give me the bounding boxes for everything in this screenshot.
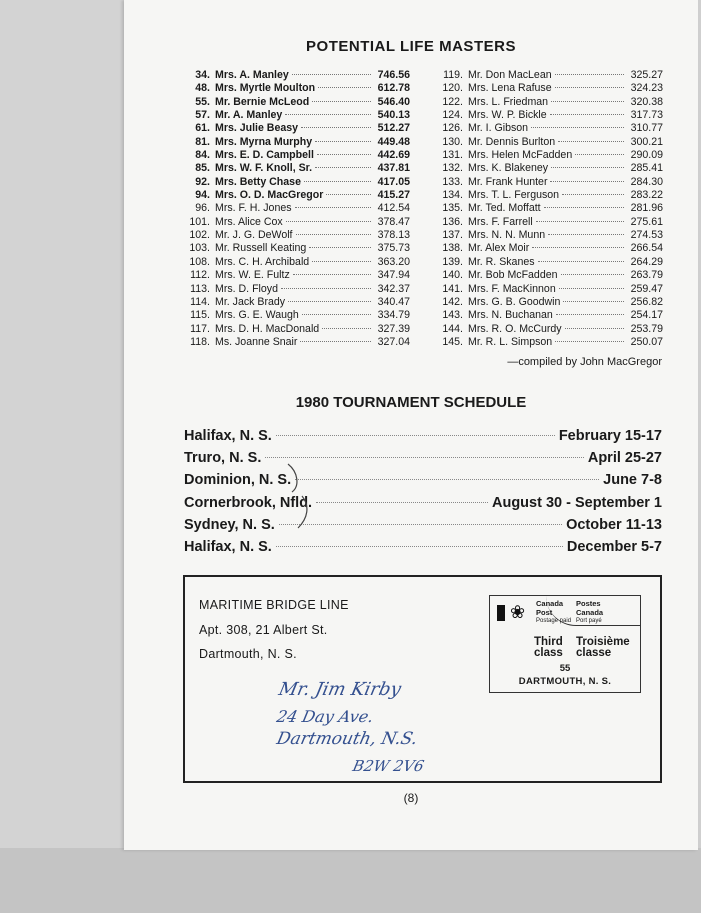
master-points: 546.40 — [377, 95, 410, 108]
dot-leader — [555, 341, 624, 342]
master-row — [441, 256, 663, 269]
player-name: Mr. Russell Keating — [215, 242, 307, 255]
rank-number: 103. — [189, 242, 210, 255]
schedule-row — [184, 539, 662, 561]
dot-leader — [555, 87, 624, 88]
return-address-line2: Apt. 308, 21 Albert St. — [199, 623, 328, 637]
dot-leader — [550, 114, 624, 115]
master-points: 285.41 — [630, 162, 663, 175]
master-points: 612.78 — [377, 82, 410, 95]
rank-number: 117. — [190, 322, 210, 335]
rank-number: 118. — [190, 335, 210, 348]
rank-number: 144. — [442, 322, 463, 335]
master-points: 540.13 — [377, 109, 410, 122]
master-row — [441, 189, 663, 202]
master-row — [441, 96, 663, 109]
master-row — [188, 202, 410, 215]
tournament-place: Cornerbrook, Nfld. — [184, 494, 313, 511]
master-row — [188, 229, 410, 242]
master-row — [441, 109, 663, 122]
master-row — [188, 189, 410, 202]
master-points: 442.69 — [377, 149, 410, 162]
master-row — [188, 242, 410, 255]
master-row — [188, 296, 410, 309]
master-row — [188, 82, 410, 95]
schedule-row — [184, 495, 662, 517]
master-row — [441, 296, 663, 309]
master-row — [441, 122, 663, 135]
master-points: 327.04 — [377, 335, 410, 348]
rank-number: 130. — [442, 135, 463, 148]
player-name: Mr. Jack Brady — [215, 295, 286, 308]
return-address-line1: MARITIME BRIDGE LINE — [199, 598, 349, 612]
dot-leader — [288, 301, 371, 302]
player-name: Mrs. L. Friedman — [468, 95, 549, 108]
master-points: 317.73 — [630, 109, 663, 122]
rank-number: 124. — [442, 109, 463, 122]
player-name: Mr. R. L. Simpson — [468, 335, 553, 348]
dot-leader — [326, 194, 371, 195]
schedule-row — [184, 517, 662, 539]
rank-number: 131. — [442, 149, 463, 162]
dot-leader — [565, 328, 624, 329]
player-name: Mrs. R. O. McCurdy — [468, 322, 562, 335]
master-points: 253.79 — [630, 322, 663, 335]
dot-leader — [293, 274, 371, 275]
rank-number: 108. — [189, 255, 210, 268]
canada-post-fr: Postes Canada — [576, 599, 604, 617]
tournament-place: Sydney, N. S. — [184, 516, 275, 533]
dot-leader — [563, 301, 624, 302]
dot-leader — [555, 74, 624, 75]
dot-leader — [312, 101, 371, 102]
tournament-date: April 25-27 — [587, 450, 662, 467]
master-row — [188, 162, 410, 175]
rank-number: 136. — [442, 215, 463, 228]
mailing-label — [183, 575, 662, 783]
master-points: 327.39 — [377, 322, 410, 335]
permit-city: DARTMOUTH, N. S. — [518, 676, 612, 687]
tournament-place: Halifax, N. S. — [184, 428, 272, 444]
dot-leader — [312, 261, 371, 262]
master-row — [188, 309, 410, 322]
master-row — [188, 96, 410, 109]
master-points: 342.37 — [377, 282, 410, 295]
master-points: 250.07 — [630, 335, 663, 348]
player-name: Mrs. D. H. MacDonald — [215, 322, 320, 335]
player-name: Mrs. Myrtle Moulton — [215, 82, 316, 95]
rank-number: 120. — [442, 82, 463, 95]
master-row — [188, 269, 410, 282]
dot-leader — [531, 127, 624, 128]
player-name: Mrs. K. Blakeney — [468, 162, 549, 175]
master-points: 375.73 — [377, 242, 410, 255]
dot-leader — [544, 207, 624, 208]
player-name: Mr. Alex Moir — [468, 242, 530, 255]
master-row — [188, 283, 410, 296]
rank-number: 55. — [195, 95, 210, 108]
rank-number: 94. — [195, 189, 210, 202]
player-name: Mr. Bob McFadden — [468, 269, 558, 282]
player-name: Mrs. O. D. MacGregor — [215, 189, 324, 202]
master-points: 412.54 — [377, 202, 410, 215]
dot-leader — [551, 101, 624, 102]
dot-leader — [302, 314, 371, 315]
rank-number: 48. — [195, 82, 210, 95]
rank-number: 61. — [195, 122, 210, 135]
master-row — [441, 309, 663, 322]
rank-number: 141. — [442, 282, 463, 295]
player-name: Mr. Ted. Moffatt — [468, 202, 541, 215]
player-name: Mr. Don MacLean — [468, 69, 552, 81]
dot-leader — [532, 247, 624, 248]
player-name: Mrs. Lena Rafuse — [468, 82, 552, 95]
master-points: 256.82 — [630, 295, 663, 308]
masters-list-right — [441, 69, 663, 349]
dot-leader — [558, 141, 624, 142]
rank-number: 133. — [442, 175, 463, 188]
third-class-fr: Troisième classe — [576, 636, 630, 659]
master-points: 283.22 — [630, 189, 663, 202]
dot-leader — [304, 181, 371, 182]
player-name: Ms. Joanne Snair — [215, 335, 298, 348]
master-row — [441, 176, 663, 189]
rank-number: 101. — [189, 215, 210, 228]
permit-number: 55 — [559, 663, 571, 674]
master-row — [188, 109, 410, 122]
master-row — [441, 202, 663, 215]
rank-number: 140. — [442, 269, 463, 282]
player-name: Mrs. N. N. Munn — [468, 229, 546, 242]
flag-bar-icon — [497, 605, 505, 621]
master-points: 378.13 — [377, 229, 410, 242]
dot-leader — [300, 341, 371, 342]
rank-number: 137. — [442, 229, 463, 242]
player-name: Mrs. N. Buchanan — [468, 309, 553, 322]
player-name: Mr. Bernie McLeod — [215, 95, 310, 108]
player-name: Mrs. E. D. Campbell — [215, 149, 314, 162]
player-name: Mrs. D. Floyd — [215, 282, 278, 295]
dot-leader — [536, 221, 624, 222]
rank-number: 85. — [195, 162, 210, 175]
postage-indicia — [489, 595, 641, 693]
master-row — [188, 122, 410, 135]
dot-leader — [285, 114, 371, 115]
master-points: 275.61 — [630, 215, 663, 228]
schedule-row — [184, 450, 662, 472]
page-number: (8) — [403, 791, 419, 805]
master-points: 417.05 — [377, 175, 410, 188]
rank-number: 112. — [190, 269, 210, 282]
player-name: Mr. R. Skanes — [468, 255, 535, 268]
tournament-date: October 11-13 — [566, 516, 662, 533]
player-name: Mrs. W. P. Bickle — [468, 109, 547, 122]
tournament-date: February 15-17 — [558, 428, 662, 444]
handwritten-street: 24 Day Ave. — [274, 707, 376, 726]
player-name: Mrs. Myrna Murphy — [215, 135, 313, 148]
master-points: 264.29 — [630, 255, 663, 268]
rank-number: 145. — [442, 335, 463, 348]
dot-leader — [316, 502, 488, 503]
master-row — [441, 242, 663, 255]
dot-leader — [295, 207, 371, 208]
master-row — [188, 149, 410, 162]
master-row — [441, 82, 663, 95]
handwritten-city: Dartmouth, N.S. — [274, 729, 420, 749]
master-row — [441, 283, 663, 296]
rank-number: 115. — [190, 309, 210, 322]
rank-number: 132. — [442, 162, 463, 175]
rank-number: 57. — [195, 109, 210, 122]
masters-title: POTENTIAL LIFE MASTERS — [306, 38, 516, 55]
pencil-bracket-mark — [284, 462, 314, 530]
rank-number: 143. — [442, 309, 463, 322]
tournament-date: June 7-8 — [603, 472, 662, 489]
player-name: Mr. J. G. DeWolf — [215, 229, 293, 242]
player-name: Mrs. F. H. Jones — [215, 202, 292, 215]
rank-number: 135. — [442, 202, 463, 215]
master-points: 325.27 — [630, 69, 663, 81]
master-points: 263.79 — [630, 269, 663, 282]
master-points: 254.17 — [630, 309, 663, 322]
dot-leader — [548, 234, 624, 235]
masters-list-left — [188, 69, 410, 349]
background-left — [0, 0, 130, 913]
master-points: 334.79 — [377, 309, 410, 322]
dot-leader — [265, 457, 584, 458]
compiled-by: —compiled by John MacGregor — [507, 356, 662, 368]
master-points: 746.56 — [377, 69, 410, 81]
schedule-row — [184, 428, 662, 450]
player-name: Mrs. A. Manley — [215, 69, 289, 81]
player-name: Mr. A. Manley — [215, 109, 283, 122]
master-points: 266.54 — [630, 242, 663, 255]
dot-leader — [550, 181, 624, 182]
rank-number: 142. — [442, 295, 463, 308]
rank-number: 113. — [190, 282, 210, 295]
master-points: 259.47 — [630, 282, 663, 295]
rank-number: 114. — [190, 295, 210, 308]
master-row — [441, 149, 663, 162]
player-name: Mr. Dennis Burlton — [468, 135, 556, 148]
dot-leader — [295, 479, 599, 480]
dot-leader — [276, 435, 555, 436]
rank-number: 139. — [442, 255, 463, 268]
player-name: Mrs. Helen McFadden — [468, 149, 573, 162]
dot-leader — [309, 247, 371, 248]
canada-post-en: Canada Post — [536, 599, 564, 617]
master-row — [441, 229, 663, 242]
handwritten-name: Mr. Jim Kirby — [276, 679, 403, 700]
player-name: Mrs. Alice Cox — [215, 215, 283, 228]
master-row — [188, 256, 410, 269]
dot-leader — [322, 328, 371, 329]
rank-number: 102. — [189, 229, 210, 242]
master-row — [188, 69, 410, 82]
player-name: Mrs. F. Farrell — [468, 215, 533, 228]
tournament-place: Halifax, N. S. — [184, 538, 272, 555]
tournament-place: Dominion, N. S. — [184, 472, 292, 489]
dot-leader — [281, 288, 371, 289]
master-row — [441, 269, 663, 282]
player-name: Mrs. W. F. Knoll, Sr. — [215, 162, 313, 175]
schedule-row — [184, 472, 662, 494]
master-row — [441, 216, 663, 229]
rank-number: 34. — [195, 69, 210, 81]
master-points: 281.96 — [630, 202, 663, 215]
schedule-title: 1980 TOURNAMENT SCHEDULE — [295, 394, 527, 411]
third-class-en: Third class — [534, 636, 563, 659]
schedule-list — [184, 428, 662, 561]
master-row — [188, 176, 410, 189]
master-points: 378.47 — [377, 215, 410, 228]
master-points: 363.20 — [377, 255, 410, 268]
master-row — [441, 323, 663, 336]
rank-number: 96. — [195, 202, 210, 215]
postage-paid: Postage paid — [536, 618, 572, 624]
dot-leader — [559, 288, 624, 289]
player-name: Mrs. Julie Beasy — [215, 122, 299, 135]
master-points: 284.30 — [630, 175, 663, 188]
dot-leader — [551, 167, 624, 168]
player-name: Mrs. G. E. Waugh — [215, 309, 299, 322]
rank-number: 134. — [442, 189, 463, 202]
dot-leader — [315, 167, 371, 168]
player-name: Mrs. G. B. Goodwin — [468, 295, 561, 308]
dot-leader — [318, 87, 371, 88]
return-address-line3: Dartmouth, N. S. — [199, 647, 297, 661]
rank-number: 122. — [442, 95, 463, 108]
master-points: 415.27 — [377, 189, 410, 202]
dot-leader — [296, 234, 371, 235]
rank-number: 84. — [195, 149, 210, 162]
dot-leader — [276, 546, 563, 547]
dot-leader — [279, 524, 562, 525]
master-row — [188, 336, 410, 349]
master-row — [188, 323, 410, 336]
player-name: Mr. Frank Hunter — [468, 175, 548, 188]
tournament-date: December 5-7 — [566, 538, 662, 555]
rank-number: 81. — [195, 135, 210, 148]
dot-leader — [317, 154, 371, 155]
player-name: Mr. I. Gibson — [468, 122, 529, 135]
master-row — [441, 69, 663, 82]
master-row — [188, 136, 410, 149]
dot-leader — [315, 141, 371, 142]
dot-leader — [292, 74, 371, 75]
dot-leader — [301, 127, 371, 128]
dot-leader — [561, 274, 625, 275]
tournament-place: Truro, N. S. — [184, 450, 262, 467]
rank-number: 126. — [442, 122, 463, 135]
master-row — [441, 162, 663, 175]
player-name: Mrs. T. L. Ferguson — [468, 189, 560, 202]
rank-number: 119. — [443, 69, 463, 81]
master-points: 347.94 — [377, 269, 410, 282]
master-points: 449.48 — [377, 135, 410, 148]
rank-number: 138. — [442, 242, 463, 255]
port-paye: Port payé — [576, 618, 602, 624]
master-row — [441, 336, 663, 349]
background-bottom — [0, 848, 701, 913]
player-name: Mrs. C. H. Archibald — [215, 255, 310, 268]
master-points: 310.77 — [630, 122, 663, 135]
dot-leader — [562, 194, 624, 195]
master-points: 512.27 — [377, 122, 410, 135]
master-points: 437.81 — [377, 162, 410, 175]
master-points: 300.21 — [630, 135, 663, 148]
handwritten-postal-code: B2W 2V6 — [351, 757, 426, 775]
master-points: 290.09 — [630, 149, 663, 162]
master-points: 324.23 — [630, 82, 663, 95]
tournament-date: August 30 - September 1 — [491, 494, 662, 511]
master-row — [188, 216, 410, 229]
dot-leader — [575, 154, 624, 155]
rank-number: 92. — [195, 175, 210, 188]
master-row — [441, 136, 663, 149]
dot-leader — [286, 221, 371, 222]
master-points: 274.53 — [630, 229, 663, 242]
player-name: Mrs. W. E. Fultz — [215, 269, 290, 282]
page — [124, 0, 698, 850]
player-name: Mrs. Betty Chase — [215, 175, 301, 188]
dot-leader — [538, 261, 624, 262]
master-points: 320.38 — [630, 95, 663, 108]
dot-leader — [556, 314, 624, 315]
player-name: Mrs. F. MacKinnon — [468, 282, 556, 295]
maple-leaf-icon: ❀ — [510, 602, 526, 622]
master-points: 340.47 — [377, 295, 410, 308]
